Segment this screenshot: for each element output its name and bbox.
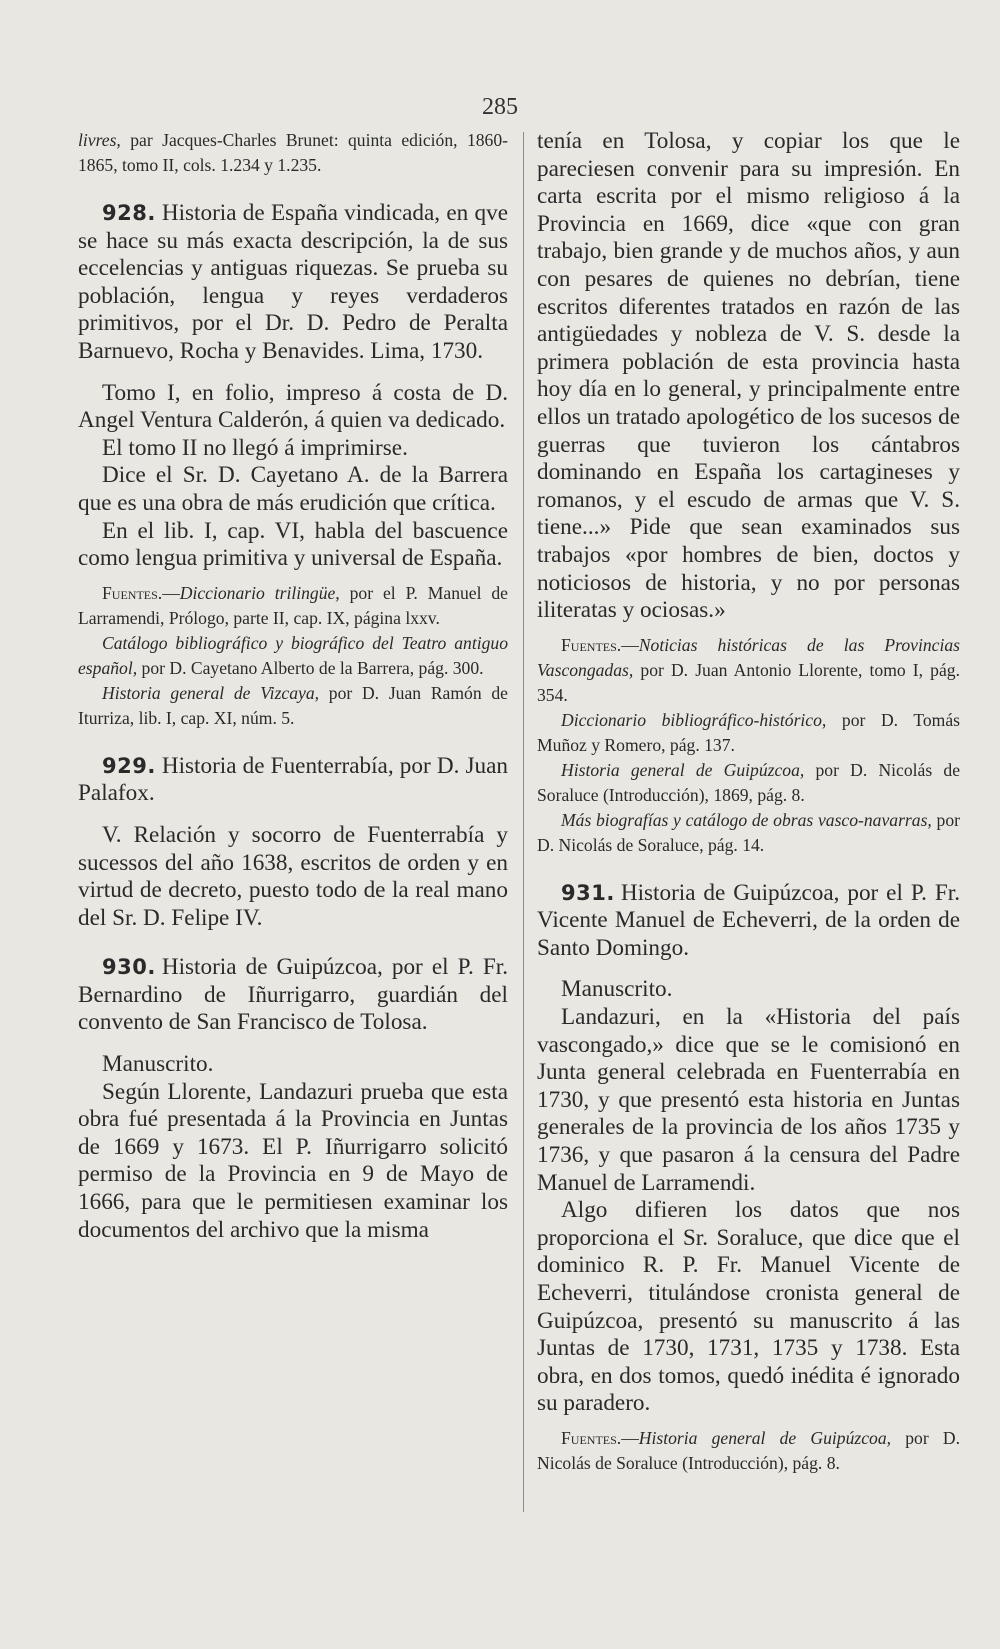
entry-929-number: 929. <box>102 753 156 778</box>
entry-928-source <box>78 681 508 731</box>
entry-929-heading <box>78 753 508 808</box>
source-detail: por D. Juan Antonio Llorente, tomo I, pág. 354. <box>537 659 960 705</box>
entry-931-paragraph: Landazuri, en la «Historia del país vascongado,» dice que se le comisionó en Junta general celebrada en Fuenterrabía en 1730, y que presentó esta historia en Juntas generales de la provincia de los años 1735 y 1736, y que pasaron á la censura del Padre Manuel de Larramendi. <box>537 1004 960 1196</box>
entry-928-source <box>78 631 508 681</box>
entry-931-source: Fuentes.—Historia general de Guipúzcoa, por D. Nicolás de Soraluce (Introducción), pág. 8. <box>537 1427 960 1473</box>
source-title: Historia general de Guipúzcoa, <box>561 759 805 780</box>
entry-928-paragraph: En el lib. I, cap. VI, habla del bascuence como lengua primitiva y universal de España. <box>78 517 508 572</box>
intro-rest: par Jacques-Charles Brunet: quinta edición, 1860-1865, tomo II, cols. 1.234 y 1.235. <box>78 130 508 175</box>
entry-930-source <box>537 708 960 758</box>
entry-931-title: Historia de Guipúzcoa, por el P. Fr. Vicente Manuel de Echeverri, de la orden de Santo Domingo. <box>537 879 960 961</box>
entry-931-heading <box>537 880 960 963</box>
source-title: Diccionario trilingüe, <box>179 582 340 603</box>
entry-930-source <box>537 758 960 808</box>
source-detail: por D. Nicolás de Soraluce (Introducción), 1869, pág. 8. <box>537 759 960 805</box>
entry-930-paragraph: Manuscrito. <box>102 1051 214 1078</box>
entry-930-title: Historia de Guipúzcoa, por el P. Fr. Bernardino de Iñurrigarro, guardián del convento de San Francisco de Tolosa. <box>78 954 508 1036</box>
page-number: 285 <box>482 94 518 120</box>
source-detail: por el P. Manuel de Larramendi, Prólogo, parte II, cap. IX, página lxxv. <box>78 582 508 628</box>
right-column <box>537 128 960 1476</box>
source-detail: por D. Tomás Muñoz y Romero, pág. 137. <box>537 709 960 755</box>
source-detail: por D. Juan Ramón de Iturriza, lib. I, cap. XI, núm. 5. <box>78 682 508 728</box>
sources-label: Fuentes. <box>561 1427 622 1448</box>
entry-928-paragraph: Dice el Sr. D. Cayetano A. de la Barrera que es una obra de más erudición que crítica. <box>78 462 508 516</box>
entry-930-continuation: tenía en Tolosa, y copiar los que le pareciesen convenir para su impresión. En carta escrita por el mismo religioso á la Provincia en 1669, dice «que con gran trabajo, bien grande y de muchos años, y aun con pesares de quienes no debrían, tiene escritos diferentes tratados en razón de las antigüedades y nobleza de V. S. desde la primera población de esta provincia hasta hoy día en lo general, y principalmente entre ellos un tratado apologético de los sucesos de guerras que tuvieron los cántabros dominando en España los cartagineses y romanos, y el escudo de armas que V. S. tiene...» Pide que sean examinados sus trabajos «por hombres de bien, doctos y noticiosos de historia, y no por personas iliteratas y ociosas.» <box>537 128 960 624</box>
entry-928-title: Historia de España vindicada, en qve se hace su más exacta descripción, la de sus eccelencias y antiguas riquezas. Se prueba su población, lengua y reyes verdaderos primitivos, por el Dr. D. Pedro de Peralta Barnuevo, Rocha y Benavides. Lima, 1730. <box>78 200 508 364</box>
entry-930-number: 930. <box>102 955 156 980</box>
source-title: Diccionario bibliográfico-histórico, <box>561 709 827 730</box>
entry-931-paragraph: Manuscrito. <box>561 976 673 1003</box>
entry-929-title: Historia de Fuenterrabía, por D. Juan Palafox. <box>78 752 508 807</box>
source-detail: por D. Cayetano Alberto de la Barrera, pág. 300. <box>137 657 484 678</box>
source-detail: por D. Nicolás de Soraluce (Introducción), pág. 8. <box>537 1427 960 1473</box>
source-title: Historia general de Guipúzcoa, <box>638 1427 892 1448</box>
entry-928-paragraph: Tomo I, en folio, impreso á costa de D. Angel Ventura Calderón, á quien va dedicado. <box>78 379 508 434</box>
intro-italic: livres, <box>78 130 121 150</box>
entry-931-number: 931. <box>561 880 615 905</box>
entry-931-paragraph: Algo difieren los datos que nos proporciona el Sr. Soraluce, que dice que el dominico R. P. Fr. Manuel Vicente de Echeverri, titulándose cronista general de Guipúzcoa, presentó su manuscrito á las Juntas de 1730, 1731, 1735 y 1738. Esta obra, en dos tomos, quedó inédita é ignorado su paradero. <box>537 1197 960 1417</box>
entry-927-tail <box>78 128 508 178</box>
left-column <box>78 128 508 1244</box>
sources-label: Fuentes. <box>102 582 163 603</box>
entry-930-source <box>537 808 960 858</box>
entry-929-paragraph: V. Relación y socorro de Fuenterrabía y sucessos del año 1638, escritos de orden y en virtud de decreto, puesto todo de la real mano del Sr. D. Felipe IV. <box>78 821 508 931</box>
entry-930-paragraph: Según Llorente, Landazuri prueba que esta obra fué presentada á la Provincia en Juntas de 1669 y 1673. El P. Iñurrigarro solicitó permiso de la Provincia en 9 de Mayo de 1666, para que le permitiesen examinar los documentos del archivo que la misma <box>78 1078 508 1243</box>
sources-label: Fuentes. <box>561 634 622 655</box>
entry-928-number: 928. <box>102 201 156 225</box>
source-title: Noticias históricas de las Provincias Vascongadas, <box>537 634 960 680</box>
column-divider <box>523 132 524 1512</box>
entry-928-heading <box>78 200 508 366</box>
source-title: Historia general de Vizcaya, <box>102 682 320 703</box>
entry-928-paragraph: El tomo II no llegó á imprimirse. <box>102 434 408 461</box>
source-title: Catálogo bibliográfico y biográfico del Teatro antiguo español, <box>78 632 508 678</box>
entry-930-heading <box>78 954 508 1037</box>
source-detail: por D. Nicolás de Soraluce, pág. 14. <box>537 809 960 855</box>
entry-928-source: Fuentes.—Diccionario trilingüe, por el P. Manuel de Larramendi, Prólogo, parte II, cap. IX, página lxxv. <box>78 582 508 628</box>
entry-930-source: Fuentes.—Noticias históricas de las Provincias Vascongadas, por D. Juan Antonio Llorente, tomo I, pág. 354. <box>537 634 960 705</box>
source-title: Más biografías y catálogo de obras vasco-navarras, <box>561 809 932 830</box>
